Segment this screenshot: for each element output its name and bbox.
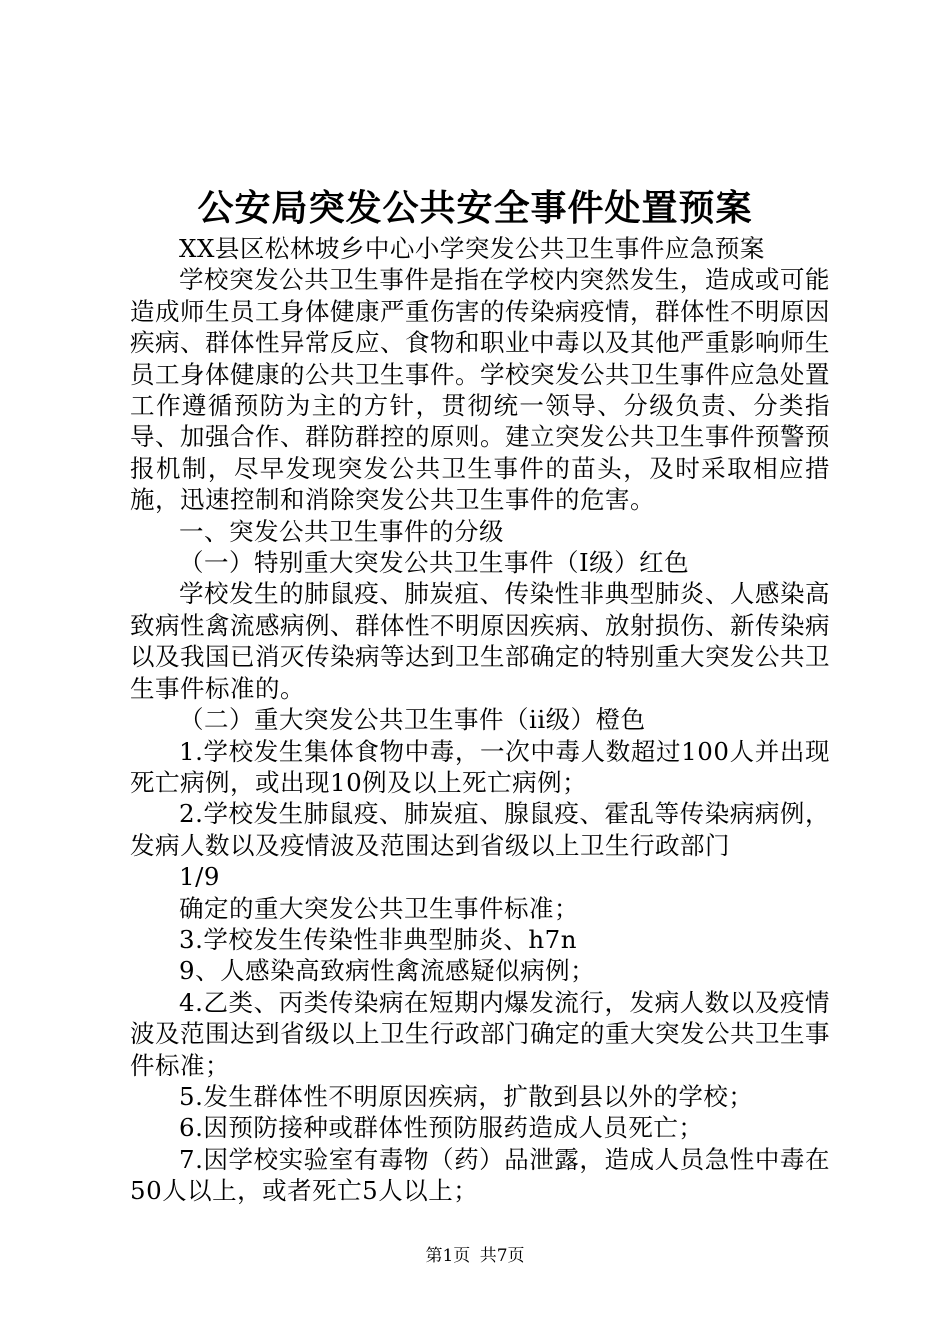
list-item: 4.乙类、丙类传染病在短期内爆发流行，发病人数以及疫情波及范围达到省级以上卫生行政部门确定的重大突发公共卫生事件标准； (130, 987, 830, 1080)
list-item: 6.因预防接种或群体性预防服药造成人员死亡； (179, 1113, 704, 1143)
page-footer (0, 1244, 950, 1268)
list-item: 5.发生群体性不明原因疾病，扩散到县以外的学校； (179, 1081, 754, 1111)
subsection-heading: （二）重大突发公共卫生事件（ii级）橙色 (179, 705, 646, 735)
document-title: 公安局突发公共安全事件处置预案 (197, 187, 753, 229)
list-item: 7.因学校实验室有毒物（药）品泄露，造成人员急性中毒在50人以上，或者死亡5人以上； (130, 1144, 830, 1206)
paragraph: XX县区松林坡乡中心小学突发公共卫生事件应急预案 (179, 234, 765, 263)
section-heading: 一、突发公共卫生事件的分级 (179, 516, 504, 546)
list-item: 1.学校发生集体食物中毒，一次中毒人数超过100人并出现死亡病例，或出现10例及以上死亡病例； (130, 736, 830, 797)
total-pages: 共7页 (479, 1246, 525, 1266)
paragraph: 确定的重大突发公共卫生事件标准； (179, 893, 579, 923)
page-fragment: 1/9 (179, 862, 220, 892)
paragraph: 学校发生的肺鼠疫、肺炭疽、传染性非典型肺炎、人感染高致病性禽流感病例、群体性不明原因疾病、放射损伤、新传染病以及我国已消灭传染病等达到卫生部确定的特别重大突发公共卫生事件标准的。 (130, 579, 830, 703)
list-item: 3.学校发生传染性非典型肺炎、h7n (179, 924, 578, 954)
paragraph: 学校突发公共卫生事件是指在学校内突然发生，造成或可能造成师生员工身体健康严重伤害的传染病疫情，群体性不明原因疾病、群体性异常反应、食物和职业中毒以及其他严重影响师生员工身体健康的公共卫生事件。学校突发公共卫生事件应急处置工作遵循预防为主的方针，贯彻统一领导、分级负责、分类指导、加强合作、群防群控的原则。建立突发公共卫生事件预警预报机制，尽早发现突发公共卫生事件的苗头，及时采取相应措施，迅速控制和消除突发公共卫生事件的危害。 (130, 265, 830, 515)
document-body (130, 233, 830, 1207)
subsection-heading: （一）特别重大突发公共卫生事件（Ⅰ级）红色 (179, 548, 690, 578)
list-item: 2.学校发生肺鼠疫、肺炭疽、腺鼠疫、霍乱等传染病病例，发病人数以及疫情波及范围达到省级以上卫生行政部门 (130, 799, 830, 860)
page-number: 第1页 (425, 1246, 471, 1266)
list-item: 9、人感染高致病性禽流感疑似病例； (179, 956, 596, 986)
